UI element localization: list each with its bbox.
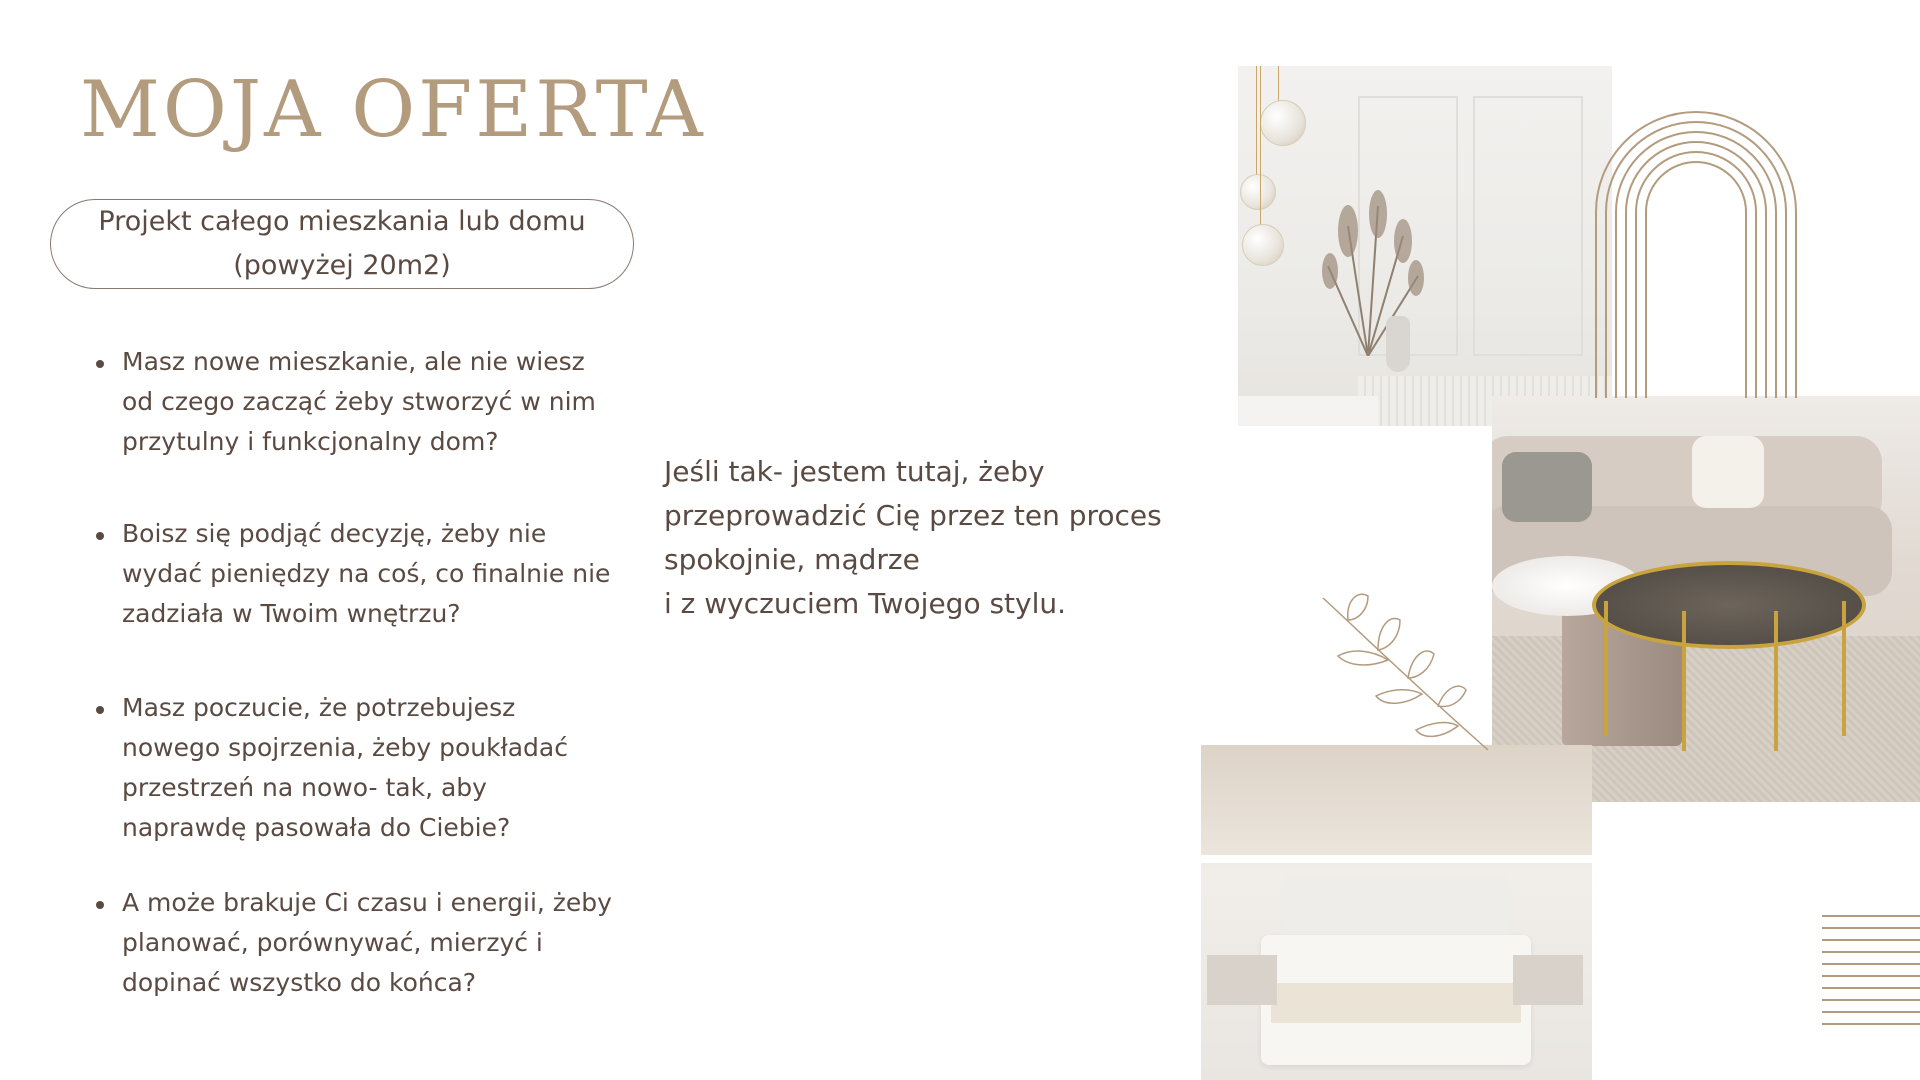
table-leg — [1682, 611, 1686, 751]
bullet-dot — [96, 360, 104, 368]
bullet-dot — [96, 901, 104, 909]
vase-icon — [1386, 316, 1410, 372]
question-item — [96, 688, 616, 848]
branch-decoration-icon — [1318, 590, 1518, 790]
pendant-wire — [1256, 66, 1257, 176]
question-item — [96, 883, 616, 1003]
offer-title-line1: Projekt całego mieszkania lub domu — [98, 206, 586, 237]
question-item — [96, 514, 616, 634]
page-title: MOJA OFERTA — [80, 65, 706, 155]
coffee-table-top — [1592, 561, 1866, 649]
living-room-photo — [1238, 66, 1612, 426]
stripes-decoration-icon — [1822, 914, 1920, 1030]
led-strip — [1201, 855, 1592, 863]
wall-molding — [1473, 96, 1583, 356]
intro-line: i z wyczuciem Twojego stylu. — [664, 587, 1067, 620]
question-text: Boisz się podjąć decyzję, żeby nie wydać pieniędzy na coś, co finalnie nie zadziała w Twoim wnętrzu? — [122, 519, 611, 628]
pillow — [1502, 452, 1592, 522]
intro-line: przeprowadzić Cię przez ten proces — [664, 499, 1162, 532]
intro-line: Jeśli tak- jestem tutaj, żeby — [664, 455, 1045, 488]
pampas-grass-icon — [1308, 186, 1428, 356]
offer-pill — [50, 199, 634, 289]
sofa-photo — [1492, 396, 1920, 802]
intro-line: spokojnie, mądrze — [664, 543, 920, 576]
bed-throw — [1271, 983, 1521, 1023]
pendant-lamp-icon — [1240, 174, 1276, 210]
table-leg — [1842, 601, 1846, 736]
question-text: Masz nowe mieszkanie, ale nie wiesz od czego zacząć żeby stworzyć w nim przytulny i funkcjonalny dom? — [122, 347, 596, 456]
intro-paragraph — [664, 450, 1164, 626]
arch-decoration-icon — [1592, 108, 1800, 398]
bedroom-photo — [1201, 745, 1592, 1080]
offer-title-line2: (powyżej 20m2) — [233, 250, 451, 281]
question-text: A może brakuje Ci czasu i energii, żeby planować, porównywać, mierzyć i dopinać wszystko do końca? — [122, 888, 612, 997]
bullet-dot — [96, 706, 104, 714]
table-leg — [1604, 601, 1608, 736]
table-leg — [1774, 611, 1778, 751]
pillow — [1692, 436, 1764, 508]
question-item — [96, 342, 616, 462]
floor — [1238, 396, 1378, 426]
nightstand — [1207, 955, 1277, 1005]
pendant-wire — [1260, 66, 1261, 226]
question-text: Masz poczucie, że potrzebujesz nowego spojrzenia, żeby poukładać przestrzeń na nowo- tak, aby naprawdę pasowała do Ciebie? — [122, 693, 568, 842]
pendant-lamp-icon — [1260, 100, 1306, 146]
bullet-dot — [96, 532, 104, 540]
nightstand — [1513, 955, 1583, 1005]
pendant-lamp-icon — [1242, 224, 1284, 266]
